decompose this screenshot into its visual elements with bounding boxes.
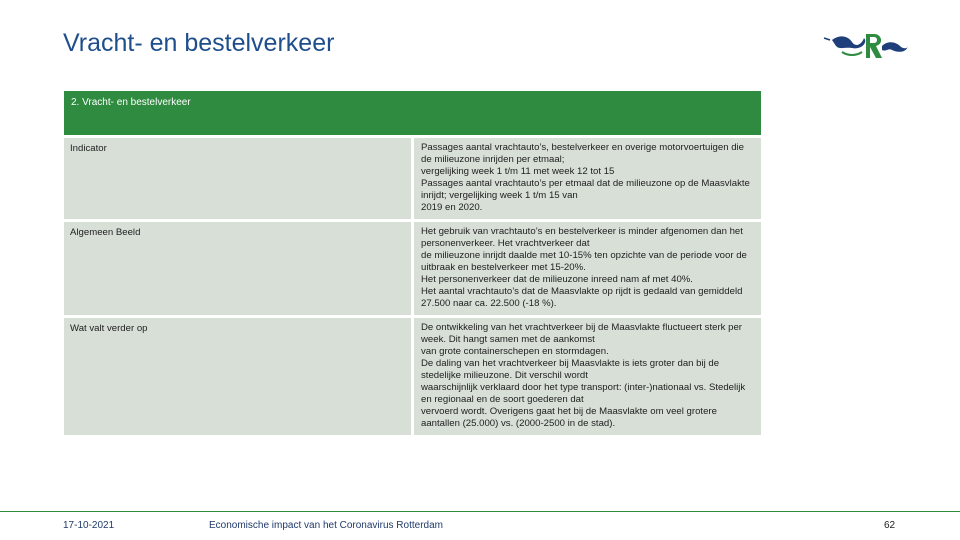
row-text-line: Het aantal vrachtauto’s dat de Maasvlakte op rijdt is gedaald van gemiddeld 27.500 naar ca. 22.500 (-18 %). xyxy=(421,285,743,309)
table-row xyxy=(64,136,761,220)
footer-date: 17-10-2021 xyxy=(63,520,115,531)
row-text-line: Het gebruik van vrachtauto’s en bestelverkeer is minder afgenomen dan het personenverkeer. Het vrachtverkeer dat xyxy=(421,225,743,249)
row-text-line: Passages aantal vrachtauto’s per etmaal dat de milieuzone op de Maasvlakte inrijdt; vergelijking week 1 t/m 15 van xyxy=(421,177,750,201)
row-value xyxy=(413,136,762,220)
row-text-line: De daling van het vrachtverkeer bij Maasvlakte is iets groter dan bij de stedelijke milieuzone. Dit verschil wordt xyxy=(421,357,720,381)
row-text-line: 2019 en 2020. xyxy=(421,201,483,213)
table-header: 2. Vracht- en bestelverkeer xyxy=(64,91,761,136)
row-text-line: Het personenverkeer dat de milieuzone inreed nam af met 40%. xyxy=(421,273,693,285)
table-row xyxy=(64,316,761,435)
row-text-line: vervoerd wordt. Overigens gaat het bij de Maasvlakte om veel grotere aantallen (25.000) vs. (2000-2500 in de stad). xyxy=(421,405,717,429)
row-label: Indicator xyxy=(64,136,413,220)
row-text-line: van grote containerschepen en stormdagen. xyxy=(421,345,609,357)
row-text-line: vergelijking week 1 t/m 11 met week 12 tot 15 xyxy=(421,165,615,177)
row-text-line: de milieuzone inrijdt daalde met 10-15% ten opzichte van de periode voor de uitbraak en bestelverkeer met 15-20%. xyxy=(421,249,747,273)
rotterdam-logo-icon xyxy=(822,26,910,66)
footer-divider xyxy=(0,511,960,512)
footer-title: Economische impact van het Coronavirus Rotterdam xyxy=(209,520,443,531)
row-text-line: Passages aantal vrachtauto’s, bestelverkeer en overige motorvoertuigen die de milieuzone inrijden per etmaal; xyxy=(421,141,745,165)
row-value xyxy=(413,316,762,435)
row-text-line: waarschijnlijk verklaard door het type transport: (inter-)nationaal vs. Stedelijk en regionaal en de soort goederen dat xyxy=(421,381,746,405)
slide-title: Vracht- en bestelverkeer xyxy=(63,29,335,57)
row-label: Wat valt verder op xyxy=(64,316,413,435)
row-text-line: De ontwikkeling van het vrachtverkeer bij de Maasvlakte fluctueert sterk per week. Dit hangt samen met de aankomst xyxy=(421,321,743,345)
row-label: Algemeen Beeld xyxy=(64,220,413,316)
indicator-table xyxy=(64,91,761,435)
table-row xyxy=(64,220,761,316)
page-number: 62 xyxy=(884,520,896,531)
row-value xyxy=(413,220,762,316)
